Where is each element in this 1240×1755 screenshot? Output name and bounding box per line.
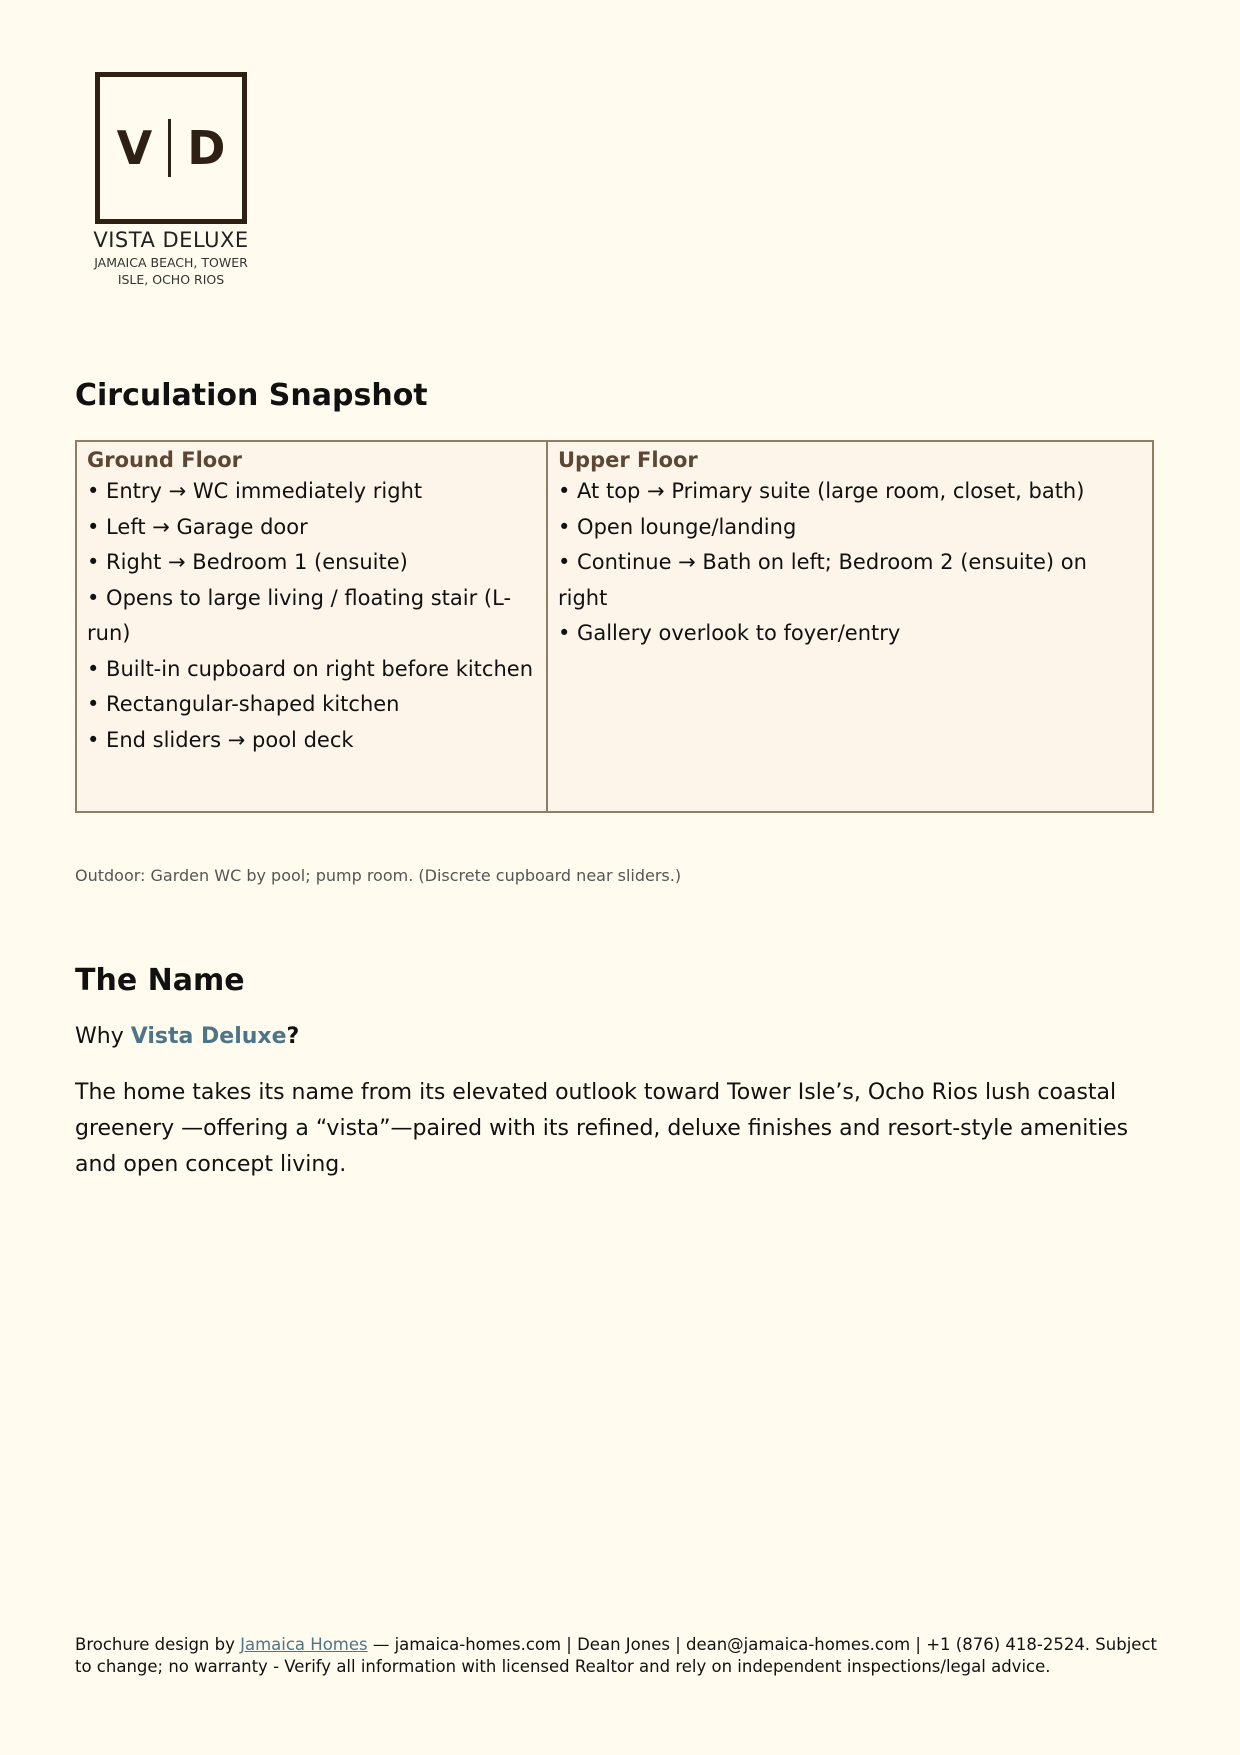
name-section-title: The Name: [75, 963, 245, 998]
upper-floor-column: [548, 442, 1152, 811]
list-item: • Left → Garage door: [87, 514, 308, 539]
upper-floor-heading: Upper Floor: [558, 448, 698, 472]
list-item: • Opens to large living / floating stair (L-run): [87, 585, 512, 645]
footer-prefix: Brochure design by: [75, 1635, 241, 1654]
why-line: [75, 1024, 299, 1049]
name-description: The home takes its name from its elevated outlook toward Tower Isle’s, Ocho Rios lush coastal greenery —offering a “vista”—paired with its refined, deluxe finishes and resort-style amenities and open concept living.: [75, 1080, 1129, 1177]
list-item: • Right → Bedroom 1 (ensuite): [87, 550, 408, 574]
logo-initial-v: V: [116, 121, 153, 175]
footer: [75, 1634, 1165, 1678]
ground-floor-heading: Ground Floor: [87, 448, 243, 472]
list-item: • End sliders → pool deck: [87, 727, 354, 752]
upper-floor-list: [558, 474, 1142, 652]
circulation-title: Circulation Snapshot: [75, 378, 428, 413]
list-item: • Continue → Bath on left; Bedroom 2 (ensuite) on right: [558, 550, 1087, 610]
logo-initial-d: D: [187, 121, 226, 175]
list-item: • Open lounge/landing: [558, 514, 797, 539]
list-item: • Entry → WC immediately right: [87, 479, 423, 503]
logo-location: JAMAICA BEACH, TOWER ISLE, OCHO RIOS: [94, 255, 248, 287]
list-item: • Built-in cupboard on right before kitchen: [87, 656, 534, 681]
logo-divider: [168, 119, 171, 177]
ground-floor-column: [77, 442, 548, 811]
why-accent: Vista Deluxe: [130, 1024, 287, 1049]
logo-name: VISTA DELUXE: [93, 228, 249, 252]
footer-link-jamaica-homes[interactable]: Jamaica Homes: [240, 1635, 368, 1654]
list-item: • Rectangular-shaped kitchen: [87, 692, 400, 716]
brand-logo: [80, 72, 262, 288]
ground-floor-list: [87, 474, 536, 758]
logo-monogram: [95, 72, 247, 224]
why-prefix: Why: [75, 1024, 131, 1049]
outdoor-note: Outdoor: Garden WC by pool; pump room. (Discrete cupboard near sliders.): [75, 866, 682, 885]
why-suffix: ?: [286, 1024, 300, 1049]
list-item: • At top → Primary suite (large room, closet, bath): [558, 479, 1085, 503]
list-item: • Gallery overlook to foyer/entry: [558, 621, 901, 645]
circulation-table: [75, 440, 1154, 813]
footer-text: — jamaica-homes.com | Dean Jones | dean@jamaica-homes.com | +1 (876) 418-2524. Subject to change; no warranty - Verify all information with licensed Realtor and rely on independent inspections/legal advice.: [75, 1635, 1157, 1676]
